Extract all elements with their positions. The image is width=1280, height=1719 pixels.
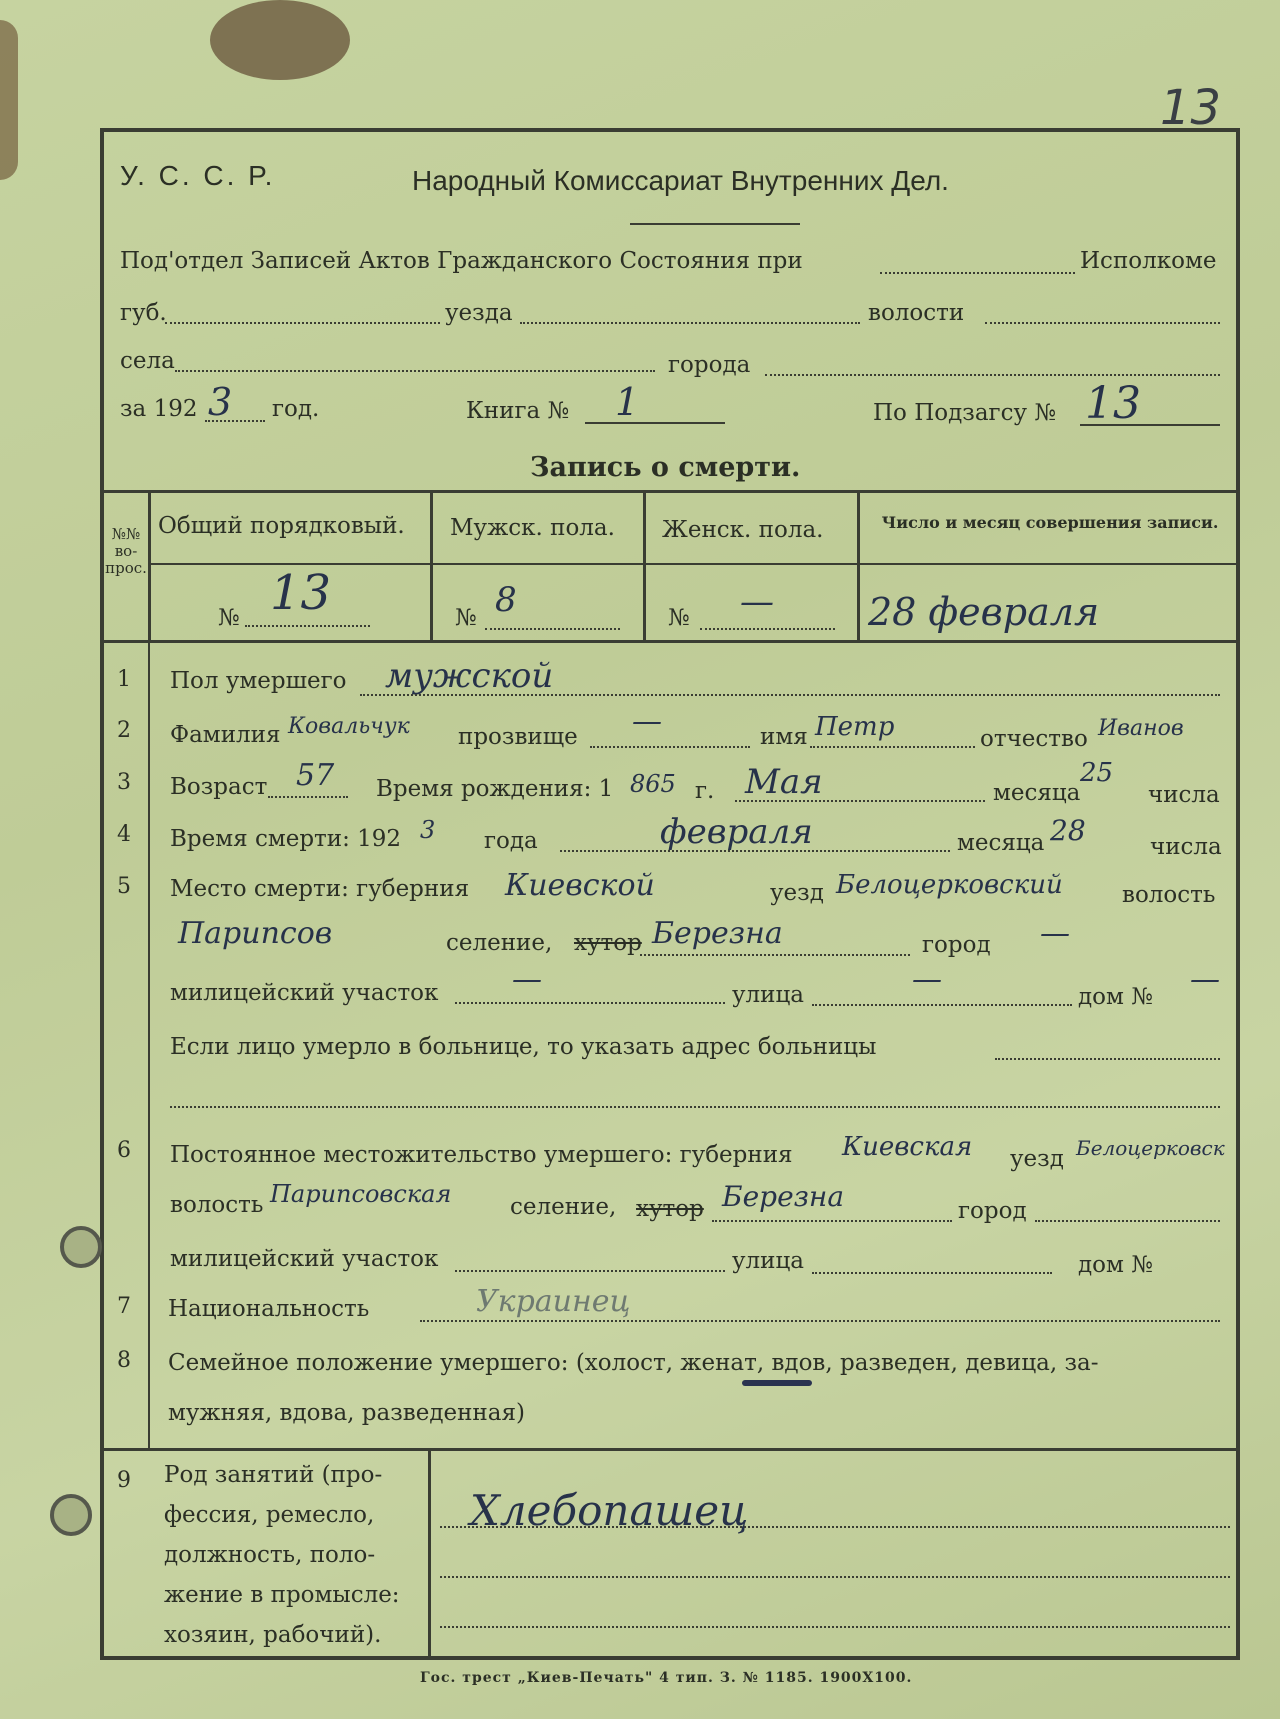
patronymic-label: отчество xyxy=(980,726,1088,752)
death-uezd-handwritten: Белоцерковский xyxy=(836,870,1063,900)
table-bottom-rule xyxy=(100,640,1240,643)
birth-year-g: г. xyxy=(695,778,715,804)
republic-title: У. С. С. Р. xyxy=(120,160,276,191)
death-volost-label: волость xyxy=(1122,882,1216,908)
subreg-label: По Подзагсу № xyxy=(873,400,1057,426)
gorod-label: города xyxy=(668,352,751,378)
subreg-line xyxy=(1080,424,1220,426)
book-line xyxy=(585,422,725,424)
residence-label: Постоянное местожительство умершего: губерния xyxy=(170,1142,793,1168)
death-place-label: Место смерти: губерния xyxy=(170,876,470,902)
row-number: 5 xyxy=(117,874,131,899)
female-number-handwritten: — xyxy=(740,582,774,622)
death-street-label: улица xyxy=(732,982,804,1008)
death-month-dotline xyxy=(560,850,950,852)
residence-village-label: селение, xyxy=(510,1194,617,1220)
gub-dotline xyxy=(165,322,440,324)
subreg-number-handwritten: 13 xyxy=(1085,378,1141,429)
female-no-label: № xyxy=(668,605,690,631)
death-militia-label: милицейский участок xyxy=(170,980,439,1006)
row-number: 9 xyxy=(117,1468,131,1493)
sex-label: Пол умершего xyxy=(170,668,347,694)
residence-gub-handwritten: Киевская xyxy=(842,1132,973,1162)
marital-status-line2: мужняя, вдова, разведенная) xyxy=(168,1400,525,1426)
female-dotline xyxy=(700,628,835,630)
occupation-dotline xyxy=(440,1626,1230,1628)
sex-dotline xyxy=(360,694,1220,696)
volost-label: волости xyxy=(868,300,965,326)
death-day-label: числа xyxy=(1150,834,1222,860)
year-digit-handwritten: 3 xyxy=(208,380,233,424)
death-village-handwritten: Березна xyxy=(652,916,783,951)
selo-dotline xyxy=(175,370,655,372)
death-year-label: года xyxy=(484,828,538,854)
residence-volost-label: волость xyxy=(170,1192,264,1218)
occupation-divider xyxy=(428,1448,431,1660)
male-number-handwritten: 8 xyxy=(495,580,517,620)
death-street-dotline xyxy=(812,1004,1072,1006)
death-time-label: Время смерти: 192 xyxy=(170,826,402,852)
occupation-label-line: должность, поло- xyxy=(164,1542,376,1568)
residence-khutor-label: хутор xyxy=(636,1196,704,1222)
hospital-label: Если лицо умерло в больнице, то указать адрес больницы xyxy=(170,1034,877,1060)
general-no-label: № xyxy=(218,605,240,631)
patronymic-handwritten: Иванов xyxy=(1098,716,1184,741)
sex-handwritten: мужской xyxy=(385,656,554,696)
death-khutor-label: хутор xyxy=(574,930,642,956)
occupation-label-line: хозяин, рабочий). xyxy=(164,1622,382,1648)
row-number: 2 xyxy=(117,718,131,743)
col-male-header: Мужск. пола. xyxy=(450,515,615,541)
male-dotline xyxy=(485,628,620,630)
birth-month-label: месяца xyxy=(993,780,1081,806)
surname-label: Фамилия xyxy=(170,722,281,748)
birth-month-handwritten: Мая xyxy=(745,762,823,802)
residence-street-label: улица xyxy=(732,1248,804,1274)
row-number: 1 xyxy=(117,667,131,692)
occupation-dotline xyxy=(440,1576,1230,1578)
occupation-label-line: Род занятий (про- xyxy=(164,1462,383,1488)
year-prefix: за 192 xyxy=(120,396,198,422)
residence-city-dotline xyxy=(1035,1220,1220,1222)
death-month-handwritten: февраля xyxy=(660,812,813,852)
row-number: 6 xyxy=(117,1138,131,1163)
stain-mark xyxy=(210,0,350,80)
death-uezd-label: уезд xyxy=(770,880,824,906)
table-top-rule xyxy=(100,490,1240,493)
uezd-dotline xyxy=(520,322,860,324)
birth-year-handwritten: 865 xyxy=(630,770,676,798)
residence-uezd-handwritten: Белоцерковск xyxy=(1076,1136,1225,1160)
birth-day-label: числа xyxy=(1148,782,1220,808)
death-street-handwritten: — xyxy=(912,962,942,997)
printer-footer: Гос. трест „Киев-Печать" 4 тип. З. № 1185. 1900Х100. xyxy=(420,1670,913,1686)
death-village-label: селение, xyxy=(446,930,553,956)
commissariat-title: Народный Комиссариат Внутренних Дел. xyxy=(412,165,949,196)
nickname-handwritten: — xyxy=(632,704,662,739)
male-no-label: № xyxy=(455,605,477,631)
general-number-handwritten: 13 xyxy=(270,565,332,621)
table-col-divider xyxy=(430,490,433,640)
row-number-divider xyxy=(148,640,150,1450)
office-dotline xyxy=(880,272,1075,274)
residence-uezd-label: уезд xyxy=(1010,1146,1064,1172)
year-suffix: год. xyxy=(272,396,320,422)
death-city-label: город xyxy=(922,932,991,958)
nickname-label: прозвище xyxy=(458,724,578,750)
year-dotline xyxy=(205,420,265,422)
surname-handwritten: Ковальчук xyxy=(288,714,410,739)
occupation-label-line: жение в промысле: xyxy=(164,1582,400,1608)
col-general-header: Общий порядковый. xyxy=(158,513,405,539)
row-number: 4 xyxy=(117,822,131,847)
page-number: 13 xyxy=(1160,80,1222,136)
binder-hole xyxy=(60,1226,102,1268)
name-handwritten: Петр xyxy=(815,712,895,742)
hospital-dotline xyxy=(995,1058,1220,1060)
selo-label: села xyxy=(120,348,175,374)
book-number-handwritten: 1 xyxy=(615,380,640,424)
table-col-divider xyxy=(148,490,151,640)
death-militia-dotline xyxy=(455,1002,725,1004)
nationality-label: Национальность xyxy=(168,1296,370,1322)
death-village-dotline xyxy=(640,954,910,956)
residence-volost-handwritten: Парипсовская xyxy=(270,1180,452,1208)
residence-village-handwritten: Березна xyxy=(722,1180,845,1213)
table-col-divider xyxy=(643,490,646,640)
age-handwritten: 57 xyxy=(296,758,335,793)
office-line-label: Под'отдел Записей Актов Гражданского Состояния при xyxy=(120,248,803,274)
death-month-label: месяца xyxy=(957,830,1045,856)
torn-edge xyxy=(0,20,18,180)
occupation-dotline xyxy=(440,1526,1230,1528)
birth-day-handwritten: 25 xyxy=(1080,758,1114,788)
name-dotline xyxy=(810,746,975,748)
death-gub-handwritten: Киевской xyxy=(505,868,655,903)
marital-status-line1: Семейное положение умершего: (холост, женат, вдов, разведен, девица, за- xyxy=(168,1350,1099,1376)
occupation-top-rule xyxy=(100,1448,1240,1451)
residence-house-label: дом № xyxy=(1078,1252,1153,1278)
office-ispolkom-label: Исполкоме xyxy=(1080,248,1217,274)
age-label: Возраст xyxy=(170,774,268,800)
birth-label: Время рождения: 1 xyxy=(376,776,614,802)
book-label: Книга № xyxy=(466,398,570,424)
record-title: Запись о смерти. xyxy=(530,452,801,483)
occupation-label-line: фессия, ремесло, xyxy=(164,1502,375,1528)
residence-village-dotline xyxy=(712,1220,952,1222)
table-col-divider xyxy=(857,490,860,640)
col-date-header: Число и месяц совершения записи. xyxy=(881,513,1219,532)
residence-militia-dotline xyxy=(455,1270,725,1272)
residence-city-label: город xyxy=(958,1198,1027,1224)
death-year-handwritten: 3 xyxy=(420,816,436,844)
binder-hole xyxy=(50,1494,92,1536)
header-rule xyxy=(630,223,800,225)
nationality-dotline xyxy=(420,1320,1220,1322)
occupation-handwritten: Хлебопашец xyxy=(470,1486,749,1535)
gorod-dotline xyxy=(765,374,1220,376)
death-militia-handwritten: — xyxy=(512,962,542,997)
death-city-handwritten: — xyxy=(1040,916,1070,951)
birth-month-dotline xyxy=(735,800,985,802)
nickname-dotline xyxy=(590,746,750,748)
residence-street-dotline xyxy=(812,1272,1052,1274)
volost-dotline xyxy=(985,322,1220,324)
col-female-header: Женск. пола. xyxy=(662,517,824,543)
age-dotline xyxy=(268,796,348,798)
death-day-handwritten: 28 xyxy=(1050,814,1086,847)
row-number: 8 xyxy=(117,1348,131,1373)
gub-label: губ. xyxy=(120,300,167,326)
uezd-label: уезда xyxy=(445,300,513,326)
death-volost-handwritten: Парипсов xyxy=(178,916,333,951)
name-label: имя xyxy=(760,724,808,750)
residence-militia-label: милицейский участок xyxy=(170,1246,439,1272)
row-number: 7 xyxy=(117,1294,131,1319)
nationality-handwritten: Украинец xyxy=(476,1284,631,1319)
question-num-header: №№ во- прос. xyxy=(105,525,147,577)
hospital-dotline-2 xyxy=(170,1106,1220,1108)
death-house-handwritten: — xyxy=(1190,962,1220,997)
married-underline-mark xyxy=(742,1380,812,1386)
row-number: 3 xyxy=(117,770,131,795)
death-house-label: дом № xyxy=(1078,984,1153,1010)
general-dotline xyxy=(245,625,370,627)
record-date-handwritten: 28 февраля xyxy=(868,590,1100,634)
